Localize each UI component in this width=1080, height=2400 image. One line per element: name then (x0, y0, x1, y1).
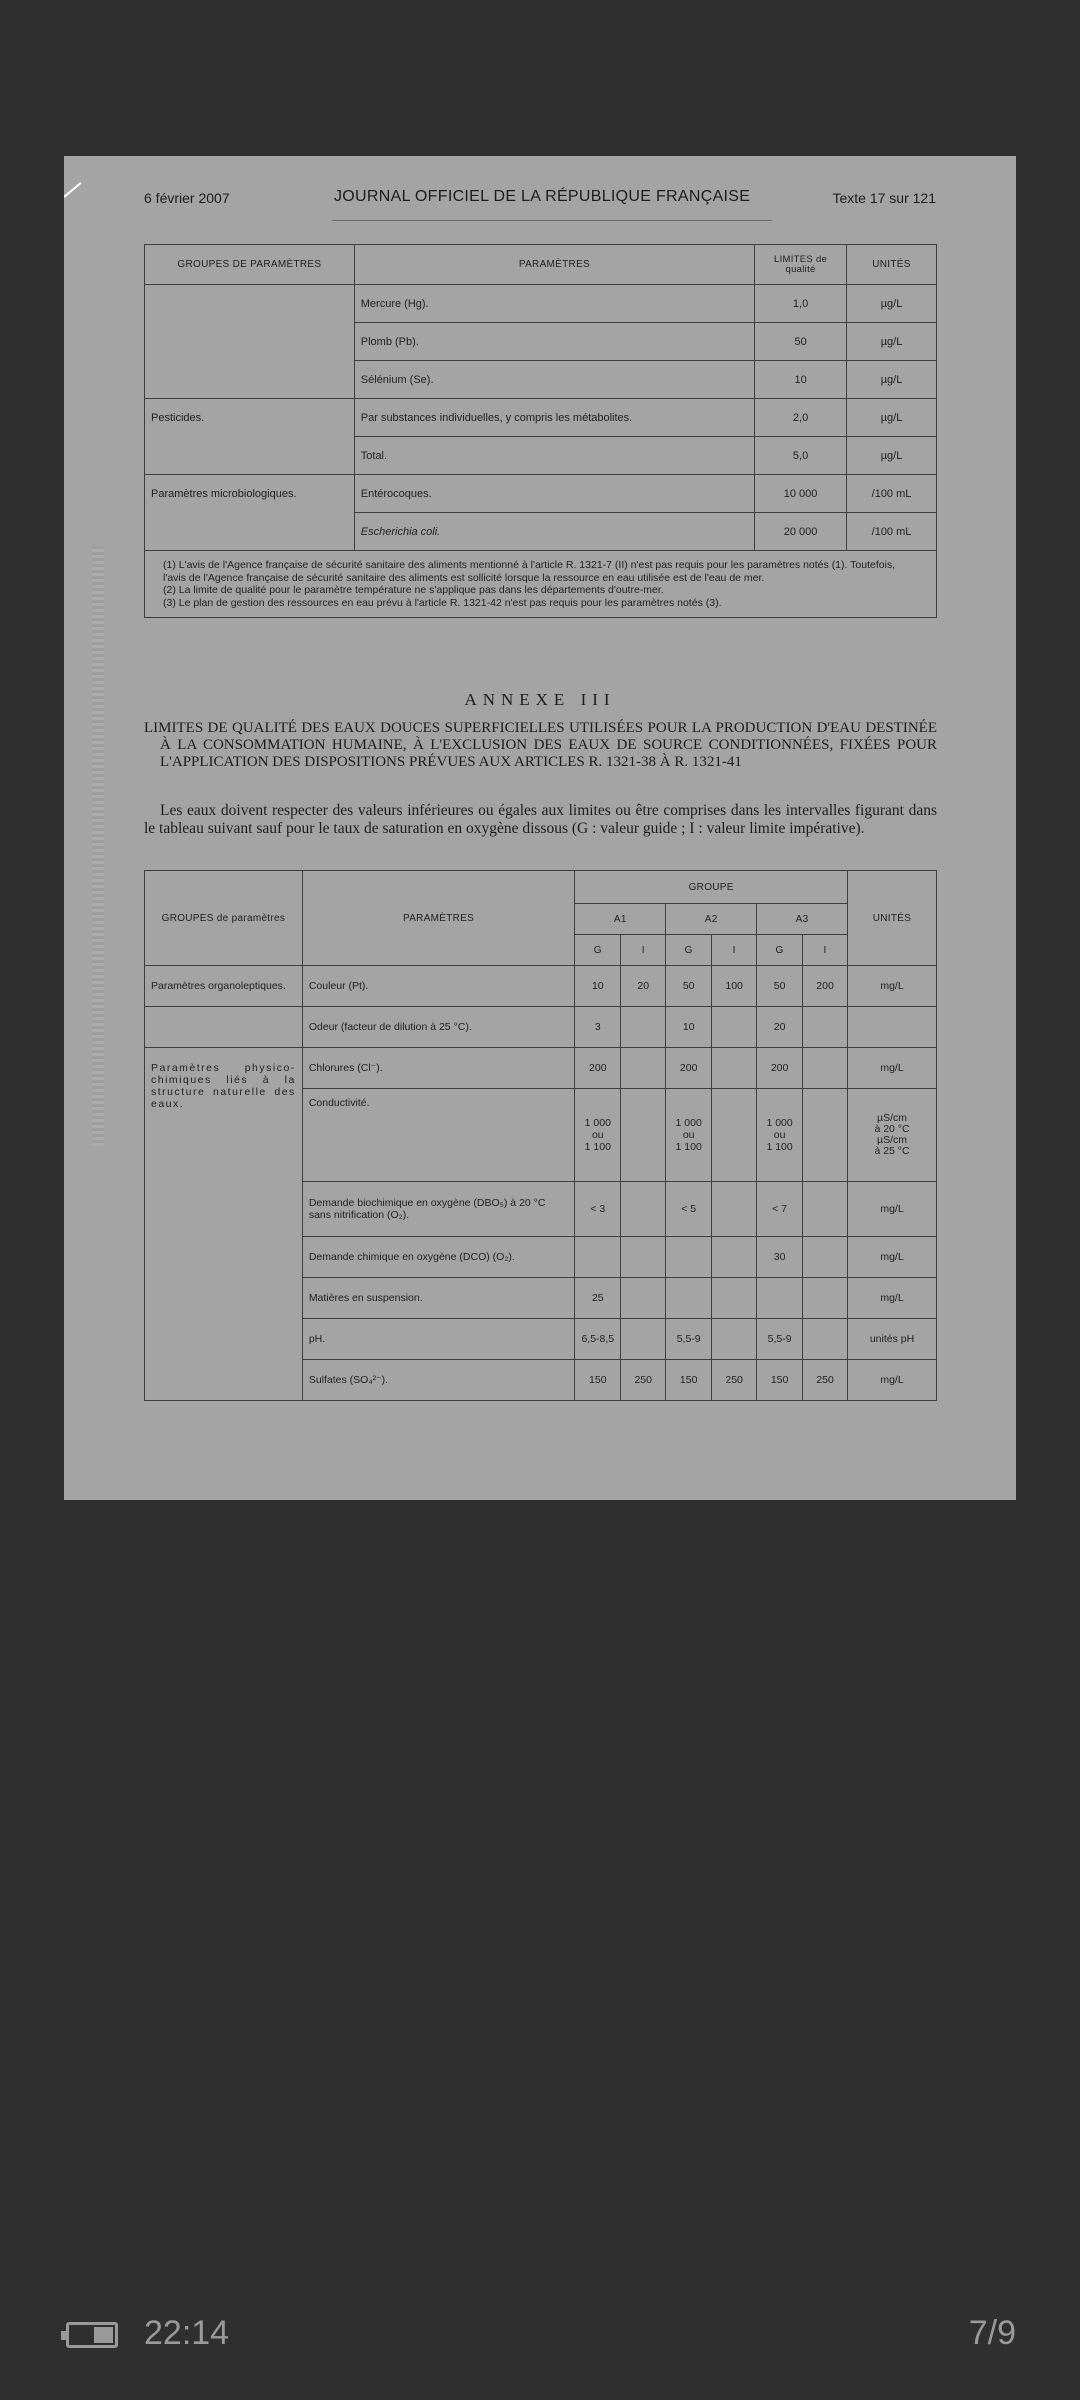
a2-g-cell: 10 (666, 1007, 712, 1048)
param-cell: Demande chimique en oxygène (DCO) (O₂). (302, 1237, 575, 1278)
table-header-row (145, 871, 937, 904)
unit-cell: µg/L (847, 361, 937, 399)
param-cell: Entérocoques. (354, 475, 754, 513)
col-header-a1-i: I (621, 935, 666, 966)
a3-g-cell: < 7 (757, 1182, 803, 1237)
unit-cell: /100 mL (847, 513, 937, 551)
param-cell: Sélénium (Se). (354, 361, 754, 399)
a3-i-cell (803, 1319, 848, 1360)
a3-i-cell (803, 1182, 848, 1237)
a1-i-cell (621, 1048, 666, 1089)
a2-g-cell: 150 (666, 1360, 712, 1401)
header-text-ref: Texte 17 sur 121 (832, 190, 936, 206)
unit-cell: µg/L (847, 437, 937, 475)
col-header-groupe: GROUPE (575, 871, 848, 904)
annex-subtitle (144, 720, 937, 771)
battery-icon (66, 2322, 118, 2348)
note-2: (2) La limite de qualité pour le paramètre température ne s'applique pas dans les départements d'outre-mer. (163, 584, 664, 596)
limit-cell: 10 (755, 361, 847, 399)
a1-i-cell (621, 1089, 666, 1182)
table-notes-row (145, 551, 937, 618)
a2-g-cell: 5,5-9 (666, 1319, 712, 1360)
col-header-a3: A3 (757, 904, 848, 935)
a1-i-cell (621, 1237, 666, 1278)
limits-table (144, 244, 937, 618)
col-header-params: PARAMÈTRES (354, 245, 754, 285)
a2-i-cell (712, 1237, 757, 1278)
annex-title: ANNEXE III (464, 690, 616, 709)
table-row (145, 361, 937, 399)
binding-edge-mark (92, 546, 104, 1146)
group-cell: Paramètres microbiologiques. (145, 475, 355, 513)
table-row (145, 323, 937, 361)
unit-cell: µg/L (847, 323, 937, 361)
a3-i-cell (803, 1048, 848, 1089)
battery-level (94, 2327, 113, 2343)
a3-i-cell (803, 1007, 848, 1048)
limit-cell: 2,0 (755, 399, 847, 437)
param-cell: Couleur (Pt). (302, 966, 575, 1007)
a1-i-cell (621, 1182, 666, 1237)
unit-cell: mg/L (848, 1237, 937, 1278)
param-cell: Sulfates (SO₄²⁻). (302, 1360, 575, 1401)
a2-g-cell: 50 (666, 966, 712, 1007)
unit-cell: mg/L (848, 1048, 937, 1089)
a3-g-cell: 50 (757, 966, 803, 1007)
a3-g-cell: 150 (757, 1360, 803, 1401)
unit-cell: mg/L (848, 966, 937, 1007)
a1-g-cell: 6,5-8,5 (575, 1319, 621, 1360)
a3-i-cell (803, 1278, 848, 1319)
unit-cell: mg/L (848, 1360, 937, 1401)
col-header-limits: LIMITES de qualité (755, 245, 847, 285)
page-indicator[interactable]: 7/9 (968, 2314, 1016, 2352)
header-journal-title: JOURNAL OFFICIEL DE LA RÉPUBLIQUE FRANÇAISE (334, 188, 751, 205)
table-row (145, 966, 937, 1007)
a1-g-cell: 25 (575, 1278, 621, 1319)
group-cell: Pesticides. (145, 399, 355, 437)
table-header-row (145, 245, 937, 285)
unit-cell: unités pH (848, 1319, 937, 1360)
a3-g-cell: 5,5-9 (757, 1319, 803, 1360)
a1-g-cell: 3 (575, 1007, 621, 1048)
a3-g-cell (757, 1278, 803, 1319)
unit-cell: µg/L (847, 285, 937, 323)
limit-cell: 1,0 (755, 285, 847, 323)
page-header (64, 190, 1016, 214)
limit-cell: 50 (755, 323, 847, 361)
group-cell: Paramètres organoleptiques. (145, 966, 303, 1007)
col-header-groups: GROUPES DE PARAMÈTRES (145, 245, 355, 285)
a2-g-cell: < 5 (666, 1182, 712, 1237)
a2-i-cell (712, 1089, 757, 1182)
a1-i-cell (621, 1319, 666, 1360)
a2-i-cell (712, 1278, 757, 1319)
unit-cell (848, 1007, 937, 1048)
header-date: 6 février 2007 (144, 190, 230, 206)
a2-g-cell: 200 (666, 1048, 712, 1089)
a1-i-cell (621, 1278, 666, 1319)
table-row (145, 1007, 937, 1048)
unit-cell: mg/L (848, 1278, 937, 1319)
a3-i-cell: 250 (803, 1360, 848, 1401)
table-row (145, 399, 937, 437)
table-row (145, 513, 937, 551)
group-cell (145, 361, 355, 399)
a2-g-cell: 1 000 ou 1 100 (666, 1089, 712, 1182)
param-cell: Demande biochimique en oxygène (DBO₅) à 20 °C sans nitrification (O₂). (302, 1182, 575, 1237)
group-cell: Paramètres physico-chimiques liés à la structure naturelle des eaux. (145, 1048, 303, 1401)
unit-cell: mg/L (848, 1182, 937, 1237)
param-cell: pH. (302, 1319, 575, 1360)
limit-cell: 20 000 (755, 513, 847, 551)
note-3: (3) Le plan de gestion des ressources en eau prévu à l'article R. 1321-42 n'est pas requis pour les paramètres notés (3). (163, 596, 722, 609)
group-cell (145, 437, 355, 475)
a1-g-cell (575, 1237, 621, 1278)
a2-g-cell (666, 1237, 712, 1278)
a1-i-cell: 250 (621, 1360, 666, 1401)
group-cell (145, 323, 355, 361)
param-cell: Odeur (facteur de dilution à 25 °C). (302, 1007, 575, 1048)
document-page (64, 156, 1016, 1500)
param-cell: Total. (354, 437, 754, 475)
table-row (145, 285, 937, 323)
table-notes (145, 551, 937, 618)
col-header-a2: A2 (666, 904, 757, 935)
col-header-a2-g: G (666, 935, 712, 966)
group-cell (145, 285, 355, 323)
a3-g-cell: 30 (757, 1237, 803, 1278)
col-header-a3-i: I (803, 935, 848, 966)
clock: 22:14 (144, 2314, 230, 2352)
unit-cell: µg/L (847, 399, 937, 437)
param-cell: Mercure (Hg). (354, 285, 754, 323)
a2-i-cell (712, 1007, 757, 1048)
a3-i-cell (803, 1089, 848, 1182)
limit-cell: 10 000 (755, 475, 847, 513)
reader-status-bar (0, 2314, 1080, 2354)
annex-paragraph: Les eaux doivent respecter des valeurs inférieures ou égales aux limites ou être comprises dans les intervalles figurant dans le tableau suivant sauf pour le taux de saturation en oxygène dissous (G : valeur guide ; I : valeur limite impérative). (144, 802, 937, 837)
col-header-groups: GROUPES de paramètres (145, 871, 303, 966)
table-row (145, 1048, 937, 1089)
a3-g-cell: 1 000 ou 1 100 (757, 1089, 803, 1182)
unit-cell: µS/cm à 20 °C µS/cm à 25 °C (848, 1089, 937, 1182)
table-row (145, 475, 937, 513)
col-header-a1: A1 (575, 904, 666, 935)
annex-subtitle-text: LIMITES DE QUALITÉ DES EAUX DOUCES SUPERFICIELLES UTILISÉES POUR LA PRODUCTION D'EAU DESTINÉE À LA CONSOMMATION HUMAINE, À L'EXCLUSION DES EAUX DE SOURCE CONDITIONNÉES, FIXÉES POUR L'APPLICATION DES DISPOSITIONS PRÉVUES AUX ARTICLES R. 1321-38 À R. 1321-41 (144, 720, 937, 770)
a2-i-cell (712, 1048, 757, 1089)
a3-i-cell (803, 1237, 848, 1278)
a2-i-cell (712, 1182, 757, 1237)
header-rule (332, 220, 772, 221)
param-cell: Escherichia coli. (354, 513, 754, 551)
a3-g-cell: 200 (757, 1048, 803, 1089)
a2-g-cell (666, 1278, 712, 1319)
group-cell (145, 1007, 303, 1048)
table-row (145, 437, 937, 475)
col-header-a3-g: G (757, 935, 803, 966)
note-1: (1) L'avis de l'Agence française de sécurité sanitaire des aliments mentionné à l'article R. 1321-7 (II) n'est pas requis pour les paramètres notés (1). Toutefois, l'avis de l'Agence française de sécurité sanitaire des aliments est sollicité lorsque la ressource en eau utilisée est de l'eau de mer. (163, 559, 896, 584)
param-cell: Chlorures (Cl⁻). (302, 1048, 575, 1089)
a2-i-cell: 250 (712, 1360, 757, 1401)
a1-g-cell: 200 (575, 1048, 621, 1089)
a3-g-cell: 20 (757, 1007, 803, 1048)
a1-i-cell: 20 (621, 966, 666, 1007)
col-header-a2-i: I (712, 935, 757, 966)
unit-cell: /100 mL (847, 475, 937, 513)
group-cell (145, 513, 355, 551)
param-cell: Par substances individuelles, y compris les métabolites. (354, 399, 754, 437)
col-header-units: UNITÉS (847, 245, 937, 285)
col-header-units: UNITÉS (848, 871, 937, 966)
a1-i-cell (621, 1007, 666, 1048)
col-header-params: PARAMÈTRES (302, 871, 575, 966)
a1-g-cell: < 3 (575, 1182, 621, 1237)
a2-i-cell (712, 1319, 757, 1360)
param-cell: Matières en suspension. (302, 1278, 575, 1319)
a1-g-cell: 150 (575, 1360, 621, 1401)
a1-g-cell: 10 (575, 966, 621, 1007)
surface-water-limits-table (144, 870, 937, 1401)
a2-i-cell: 100 (712, 966, 757, 1007)
a3-i-cell: 200 (803, 966, 848, 1007)
col-header-a1-g: G (575, 935, 621, 966)
param-cell: Conductivité. (302, 1089, 575, 1182)
limit-cell: 5,0 (755, 437, 847, 475)
param-cell: Plomb (Pb). (354, 323, 754, 361)
a1-g-cell: 1 000 ou 1 100 (575, 1089, 621, 1182)
